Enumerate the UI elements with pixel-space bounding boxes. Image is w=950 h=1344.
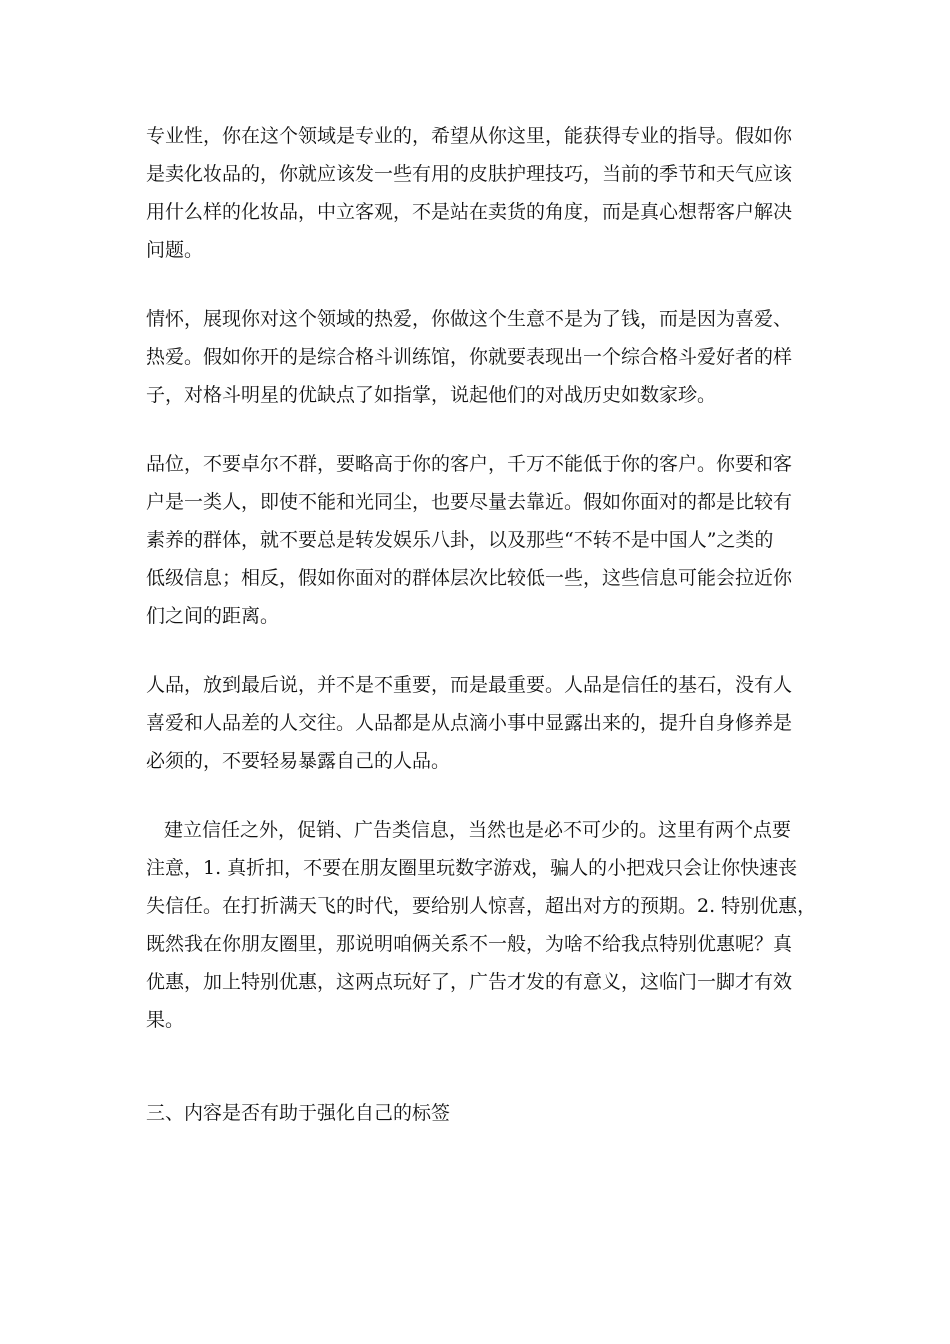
paragraph-promotion-line: 既然我在你朋友圈里，那说明咱俩关系不一般，为啥不给我点特别优惠呢？真 (146, 933, 793, 955)
paragraph-promotion-line: 注意，1. 真折扣，不要在朋友圈里玩数字游戏，骗人的小把戏只会让你快速丧 (146, 857, 798, 879)
paragraph-professional-line: 专业性，你在这个领域是专业的，希望从你这里，能获得专业的指导。假如你 (146, 125, 793, 147)
paragraph-promotion-line: 优惠，加上特别优惠，这两点玩好了，广告才发的有意义，这临门一脚才有效 (146, 971, 793, 993)
paragraph-promotion-line: 建立信任之外，促销、广告类信息，当然也是必不可少的。这里有两个点要 (164, 819, 792, 841)
paragraph-professional-line: 问题。 (146, 239, 204, 261)
paragraph-taste-line: 户是一类人，即使不能和光同尘，也要尽量去靠近。假如你面对的都是比较有 (146, 491, 793, 513)
paragraph-professional-line: 用什么样的化妆品，中立客观，不是站在卖货的角度，而是真心想帮客户解决 (146, 201, 793, 223)
paragraph-taste-line: 们之间的距离。 (146, 605, 280, 627)
paragraph-passion-line: 热爱。假如你开的是综合格斗训练馆，你就要表现出一个综合格斗爱好者的样 (146, 346, 793, 368)
paragraph-promotion-line: 失信任。在打折满天飞的时代，要给别人惊喜，超出对方的预期。2. 特别优惠， (146, 895, 817, 917)
paragraph-character-line: 必须的，不要轻易暴露自己的人品。 (146, 750, 451, 772)
paragraph-passion-line: 情怀，展现你对这个领域的热爱，你做这个生意不是为了钱，而是因为喜爱、 (146, 308, 793, 330)
paragraph-taste-line: 低级信息；相反，假如你面对的群体层次比较低一些，这些信息可能会拉近你 (146, 567, 793, 589)
paragraph-character-line: 喜爱和人品差的人交往。人品都是从点滴小事中显露出来的，提升自身修养是 (146, 712, 793, 734)
paragraph-character-line: 人品，放到最后说，并不是不重要，而是最重要。人品是信任的基石，没有人 (146, 674, 793, 696)
paragraph-taste-line: 素养的群体，就不要总是转发娱乐八卦，以及那些“不转不是中国人”之类的 (146, 529, 774, 551)
section-heading: 三、内容是否有助于强化自己的标签 (146, 1102, 451, 1124)
paragraph-professional-line: 是卖化妆品的，你就应该发一些有用的皮肤护理技巧，当前的季节和天气应该 (146, 163, 793, 185)
paragraph-promotion-line: 果。 (146, 1009, 185, 1031)
paragraph-passion-line: 子，对格斗明星的优缺点了如指掌，说起他们的对战历史如数家珍。 (146, 384, 717, 406)
paragraph-taste-line: 品位，不要卓尔不群，要略高于你的客户，千万不能低于你的客户。你要和客 (146, 453, 793, 475)
